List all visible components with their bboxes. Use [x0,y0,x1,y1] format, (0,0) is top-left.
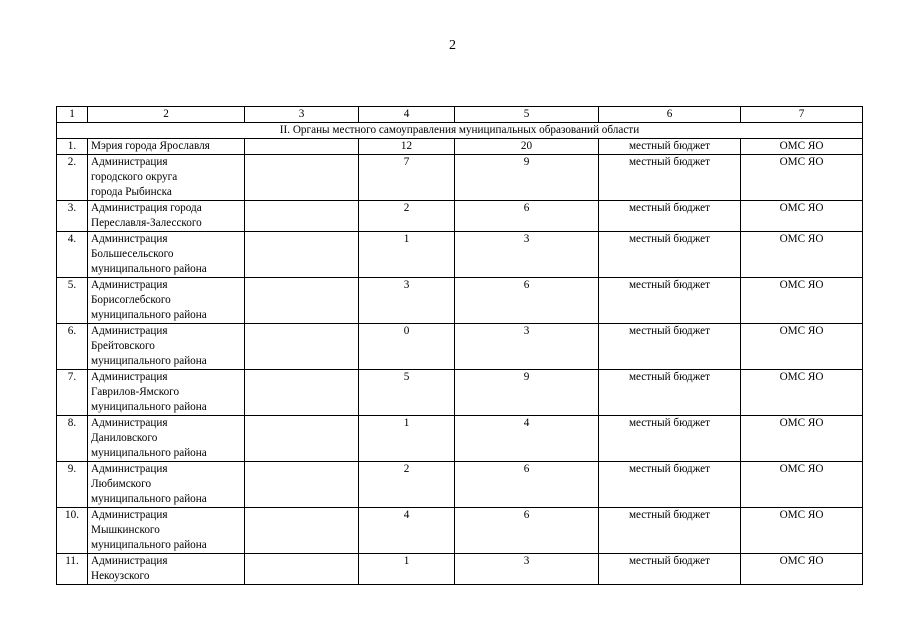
row-col7 [741,508,863,554]
data-table [56,106,863,585]
row-number-text: 4. [67,233,77,245]
row-col6-text: местный бюджет [628,202,711,214]
table-row [57,370,863,416]
row-col7-text: ОМС ЯО [779,156,824,168]
row-name [88,201,245,232]
row-col7 [741,416,863,462]
row-col3 [245,370,359,416]
header-cell: 2 [88,107,245,123]
row-col4-text: 1 [403,417,410,429]
row-number [57,278,88,324]
row-col6 [599,554,741,585]
table-row [57,416,863,462]
row-col6-text: местный бюджет [628,417,711,429]
row-col3 [245,201,359,232]
row-name [88,508,245,554]
row-name [88,416,245,462]
row-col6 [599,416,741,462]
row-col5 [455,508,599,554]
row-number [57,155,88,201]
row-col3 [245,462,359,508]
row-col3 [245,155,359,201]
header-cell: 7 [741,107,863,123]
row-col7-text: ОМС ЯО [779,233,824,245]
row-number [57,554,88,585]
table-row [57,139,863,155]
row-col4 [359,508,455,554]
row-col7 [741,278,863,324]
row-col7-text: ОМС ЯО [779,140,824,152]
row-col5-text: 6 [523,509,530,521]
row-col5 [455,139,599,155]
row-number-text: 11. [65,555,79,567]
row-number [57,232,88,278]
row-col7 [741,201,863,232]
row-col3 [245,416,359,462]
row-col4-text: 3 [403,279,410,291]
table-row [57,554,863,585]
row-name [88,554,245,585]
row-number [57,416,88,462]
row-name [88,324,245,370]
row-name-text: Администрация Даниловского муниципального района [91,417,207,459]
row-name [88,155,245,201]
row-name-text: Администрация Брейтовского муниципального района [91,325,207,367]
row-col7 [741,324,863,370]
row-name-text: Администрация Борисоглебского муниципального района [91,279,207,321]
section-title: II. Органы местного самоуправления муниципальных образований области [57,123,863,139]
row-number [57,370,88,416]
row-name [88,232,245,278]
row-number-text: 7. [67,371,77,383]
row-name-text: Администрация Любимского муниципального района [91,463,207,505]
row-col5 [455,370,599,416]
row-col6-text: местный бюджет [628,555,711,567]
row-col6-text: местный бюджет [628,325,711,337]
row-col7 [741,370,863,416]
row-number [57,462,88,508]
header-cell: 4 [359,107,455,123]
row-number [57,201,88,232]
header-cell: 3 [245,107,359,123]
row-col5 [455,232,599,278]
row-col5-text: 3 [523,233,530,245]
row-name-text: Администрация Большесельского муниципального района [91,233,207,275]
row-col5-text: 3 [523,555,530,567]
row-col7-text: ОМС ЯО [779,555,824,567]
row-col5 [455,155,599,201]
header-cell: 6 [599,107,741,123]
row-col4 [359,139,455,155]
row-col6-text: местный бюджет [628,233,711,245]
row-col5-text: 9 [523,156,530,168]
row-col3 [245,508,359,554]
row-col4-text: 4 [403,509,410,521]
row-col4-text: 7 [403,156,410,168]
row-col4-text: 12 [400,140,413,152]
row-col7-text: ОМС ЯО [779,279,824,291]
row-col5-text: 20 [520,140,533,152]
row-col3 [245,324,359,370]
row-col3 [245,232,359,278]
row-col6-text: местный бюджет [628,371,711,383]
row-col4-text: 1 [403,233,410,245]
row-number-text: 8. [67,417,77,429]
row-col4 [359,201,455,232]
row-col5-text: 6 [523,463,530,475]
row-col6 [599,155,741,201]
row-col6 [599,370,741,416]
row-number [57,139,88,155]
row-number-text: 5. [67,279,77,291]
row-name-text: Администрация Некоузского [91,555,168,582]
row-col6 [599,278,741,324]
row-col4 [359,278,455,324]
page-number: 2 [449,38,456,53]
row-number [57,508,88,554]
header-cell: 1 [57,107,88,123]
row-col7-text: ОМС ЯО [779,509,824,521]
row-number [57,324,88,370]
table-row [57,155,863,201]
header-row [57,107,863,123]
table-row [57,278,863,324]
row-col4-text: 2 [403,463,410,475]
row-col4-text: 1 [403,555,410,567]
row-number-text: 2. [67,156,77,168]
row-name-text: Администрация городского округа города Рыбинска [91,156,178,198]
row-col5 [455,554,599,585]
row-col7 [741,554,863,585]
row-col4-text: 2 [403,202,410,214]
row-col4-text: 5 [403,371,410,383]
table-body [57,107,863,585]
row-col5 [455,201,599,232]
row-col6-text: местный бюджет [628,140,711,152]
row-col4-text: 0 [403,325,410,337]
row-col6-text: местный бюджет [628,463,711,475]
row-col7-text: ОМС ЯО [779,371,824,383]
row-col4 [359,462,455,508]
row-col4 [359,232,455,278]
row-number-text: 3. [67,202,77,214]
row-col7-text: ОМС ЯО [779,325,824,337]
row-col5 [455,462,599,508]
row-col6 [599,462,741,508]
row-col6-text: местный бюджет [628,279,711,291]
row-number-text: 1. [67,140,77,152]
row-col5 [455,324,599,370]
table-row [57,201,863,232]
table-row [57,462,863,508]
row-name-text: Администрация Мышкинского муниципального района [91,509,207,551]
row-name [88,278,245,324]
row-col7 [741,155,863,201]
row-col5-text: 4 [523,417,530,429]
row-col6-text: местный бюджет [628,509,711,521]
row-col4 [359,370,455,416]
row-col3 [245,139,359,155]
row-name-text: Администрация Гаврилов-Ямского муниципального района [91,371,207,413]
row-col6 [599,201,741,232]
row-col4 [359,324,455,370]
row-col6 [599,232,741,278]
row-col4 [359,155,455,201]
row-col7 [741,139,863,155]
row-number-text: 9. [67,463,77,475]
row-number-text: 10. [65,509,79,521]
row-col5-text: 3 [523,325,530,337]
row-name [88,370,245,416]
row-col7-text: ОМС ЯО [779,202,824,214]
row-col5 [455,278,599,324]
row-col6 [599,324,741,370]
row-number-text: 6. [67,325,77,337]
table-row [57,232,863,278]
row-name-text: Мэрия города Ярославля [91,140,210,152]
row-col5-text: 6 [523,202,530,214]
section-row [57,123,863,139]
row-col7-text: ОМС ЯО [779,463,824,475]
row-col5 [455,416,599,462]
table-row [57,324,863,370]
header-cell: 5 [455,107,599,123]
row-name [88,139,245,155]
table-row [57,508,863,554]
row-col5-text: 9 [523,371,530,383]
row-col6 [599,508,741,554]
row-col7 [741,462,863,508]
row-col6-text: местный бюджет [628,156,711,168]
row-col7-text: ОМС ЯО [779,417,824,429]
row-col5-text: 6 [523,279,530,291]
row-name-text: Администрация города Переславля-Залесского [91,202,202,229]
row-col3 [245,554,359,585]
row-col3 [245,278,359,324]
row-col4 [359,416,455,462]
row-col7 [741,232,863,278]
row-name [88,462,245,508]
row-col4 [359,554,455,585]
row-col6 [599,139,741,155]
